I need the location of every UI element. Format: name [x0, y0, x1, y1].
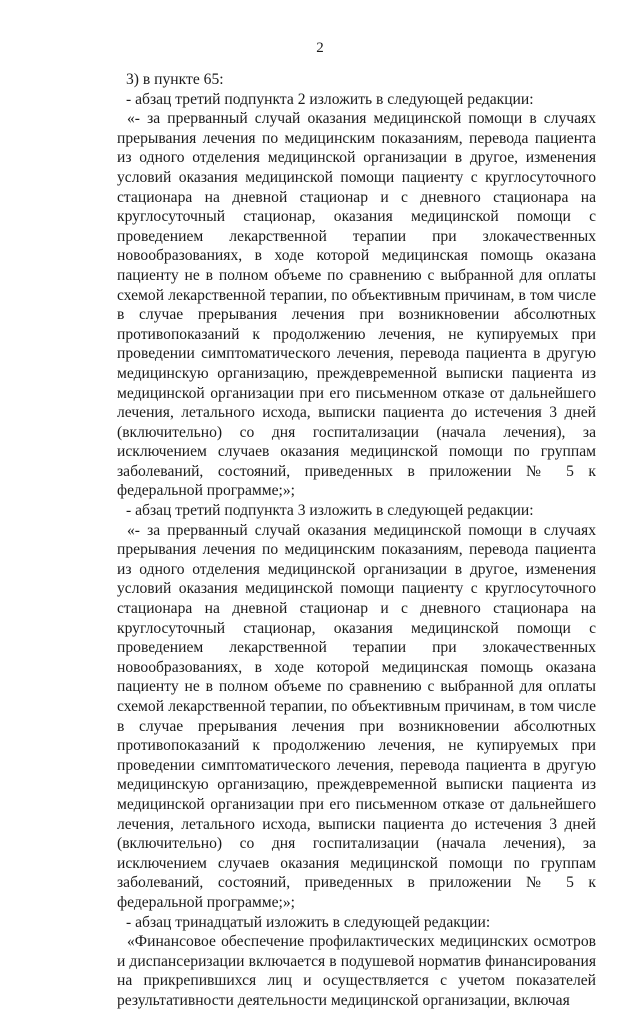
paragraph-quote-3: «Финансовое обеспечение профилактических медицинских осмотров и диспансеризации включается в подушевой норматив финансирования на прикрепившихся лиц и осуществляется с учетом показателей результативности деятельности медицинской организации, включая	[117, 933, 596, 1009]
document-body	[117, 70, 596, 1011]
paragraph-instruction-2: - абзац третий подпункта 3 изложить в следующей редакции:	[126, 502, 534, 520]
paragraph-item-heading: 3) в пункте 65:	[126, 71, 224, 88]
paragraph-quote-1: «- за прерванный случай оказания медицинской помощи в случаях прерывания лечения по медицинским показаниям, перевода пациента из одного отделения медицинской организации в другое, изменения условий оказания медицинской помощи пациенту с круглосуточного стационара на дневной стационар и с дневного стационара на круглосуточный стационар, оказания медицинской помощи с проведением лекарственной терапии при злокачественных новообразованиях, в ходе которой медицинская помощь оказана пациенту не в полном объеме по сравнению с выбранной для оплаты схемой лекарственной терапии, по объективным причинам, в том числе в случае прерывания лечения при возникновении абсолютных противопоказаний к продолжению лечения, не купируемых при проведении симптоматического лечения, перевода пациента в другую медицинскую организацию, преждевременной выписки пациента из медицинской организации при его письменном отказе от дальнейшего лечения, летального исхода, выписки пациента до истечения 3 дней (включительно) со дня госпитализации (начала лечения), за исключением случаев оказания медицинской помощи по группам заболеваний, состояний, приведенных в приложении № 5 к федеральной программе;»;	[117, 110, 596, 500]
page-number: 2	[316, 40, 324, 56]
paragraph-quote-2: «- за прерванный случай оказания медицинской помощи в случаях прерывания лечения по медицинским показаниям, перевода пациента из одного отделения медицинской организации в другое, изменения условий оказания медицинской помощи пациенту с круглосуточного стационара на дневной стационар и с дневного стационара на круглосуточный стационар, оказания медицинской помощи с проведением лекарственной терапии при злокачественных новообразованиях, в ходе которой медицинская помощь оказана пациенту не в полном объеме по сравнению с выбранной для оплаты схемой лекарственной терапии, по объективным причинам, в том числе в случае прерывания лечения при возникновении абсолютных противопоказаний к продолжению лечения, не купируемых при проведении симптоматического лечения, перевода пациента в другую медицинскую организацию, преждевременной выписки пациента из медицинской организации при его письменном отказе от дальнейшего лечения, летального исхода, выписки пациента до истечения 3 дней (включительно) со дня госпитализации (начала лечения), за исключением случаев оказания медицинской помощи по группам заболеваний, состояний, приведенных в приложении № 5 к федеральной программе;»;	[117, 521, 596, 911]
paragraph-instruction-1: - абзац третий подпункта 2 изложить в следующей редакции:	[126, 90, 534, 108]
paragraph-instruction-3: - абзац тринадцатый изложить в следующей редакции:	[126, 913, 491, 931]
